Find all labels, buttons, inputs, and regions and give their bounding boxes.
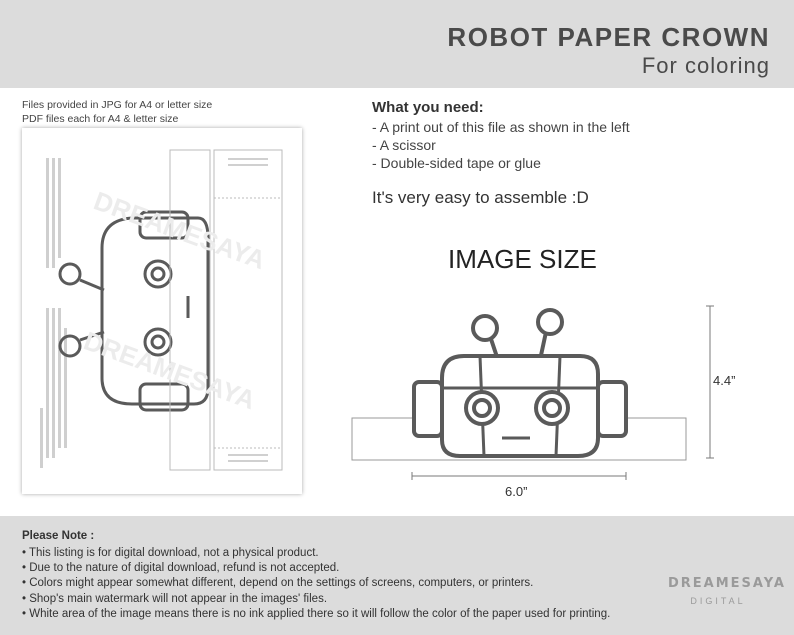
page-title: ROBOT PAPER CROWN [447,22,770,52]
what-you-need-title: What you need: [372,99,484,116]
easy-assemble-text: It's very easy to assemble :D [372,188,589,207]
need-item-scissor: - A scissor [372,137,436,153]
files-note-line-pdf: PDF files each for A4 & letter size [22,113,179,125]
files-note-line-jpg: Files provided in JPG for A4 or letter size [22,99,213,111]
brand-logo [668,576,786,610]
please-note-list [22,546,610,622]
image-size-title: IMAGE SIZE [448,244,597,274]
brand-name: DREAMESAYA [668,576,786,591]
note-item-white-area: • White area of the image means there is no ink applied there so it will follow the color of the paper used for printing. [22,607,610,622]
note-item-colors: • Colors might appear somewhat different, depend on the settings of screens, computers, or printers. [22,576,610,591]
brand-sub: DIGITAL [690,596,746,606]
footer-band [0,516,794,635]
robot-crown-illustration [340,290,740,490]
svg-text:DREAMESAYA: DREAMESAYA [89,185,270,276]
note-item-refund: • Due to the nature of digital download, refund is not accepted. [22,561,610,576]
printout-preview [22,128,302,494]
files-note [22,98,212,126]
what-you-need-list [372,118,630,172]
note-item-digital: • This listing is for digital download, not a physical product. [22,546,610,561]
height-dimension-label: 4.4” [713,373,736,388]
crown-antennas [473,310,562,360]
svg-text:DREAMESAYA: DREAMESAYA [79,325,260,416]
need-item-tape: - Double-sided tape or glue [372,155,541,171]
need-item-printout: - A print out of this file as shown in the left [372,119,630,135]
header-band [0,0,794,88]
printout-illustration [22,128,302,494]
note-item-watermark: • Shop's main watermark will not appear in the images' files. [22,592,610,607]
width-dimension-label: 6.0” [505,484,528,499]
please-note-title: Please Note : [22,530,95,542]
page-subtitle: For coloring [641,53,770,78]
